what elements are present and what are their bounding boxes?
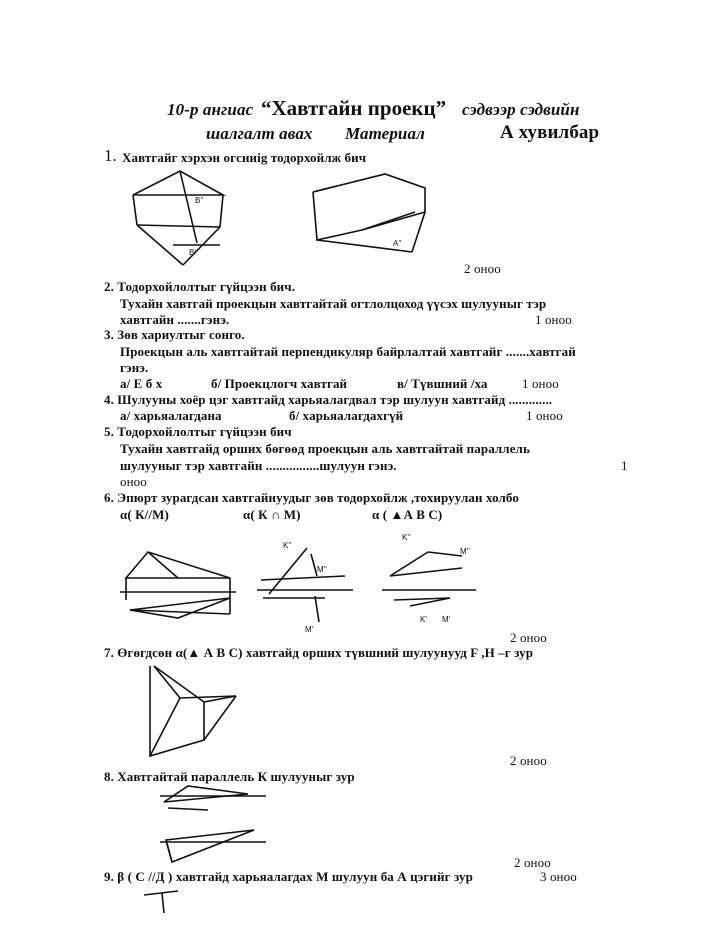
q6-option-c: α ( ▲А В С)	[372, 507, 443, 522]
q1-number: 1.	[104, 146, 117, 165]
q6-epure-1	[118, 540, 238, 635]
q6-label-k2: K''	[283, 541, 292, 550]
q6-option-b: α( К ∩ М)	[243, 507, 301, 522]
q3-line2: Проекцын аль хавтгайтай перпендикуляр байрлалтай хавтгайг .......хавтгай	[120, 344, 576, 359]
q6-label-m1b: M'	[442, 615, 451, 624]
q3-option-c: в/ Түвшний /ха	[397, 376, 488, 391]
q6-line1: 6. Эпюрт зурагдсан хавтгайнуудыг зөв тодорхойлж ,тохируулан холбо	[104, 490, 519, 505]
header-grade: 10-р ангиас	[167, 100, 254, 119]
q5-line2: Тухайн хавтгайд орших бөгөөд проекцын аль хавтгайтай параллель	[120, 441, 530, 456]
q1-prism-top	[133, 171, 223, 195]
header-title: “Хавтгайн проекц”	[261, 96, 447, 120]
q1-label-b2: B''	[195, 196, 204, 205]
q4-option-a: а/ харьяалагдана	[120, 408, 222, 423]
q1-label-b1: B'	[189, 248, 196, 257]
header-topic: сэдвээр сэдвийн	[462, 100, 580, 119]
q1-points: 2 оноо	[464, 261, 501, 276]
q2-line3: хавтгайн .......гэнэ.	[120, 312, 230, 327]
q2-line1: 2. Тодорхойлолтыг гүйцээн бич.	[104, 279, 296, 294]
q3-points: 1 оноо	[522, 376, 559, 391]
q8-line1: 8. Хавтгайтай параллель К шулууныг зур	[104, 769, 355, 784]
q6-epure-3	[380, 533, 480, 626]
q6-label-m2: M''	[317, 565, 327, 574]
q1-text: Хавтгайг хэрхэн огсниig тодорхойлж бич	[122, 150, 367, 165]
q1-figure-prism	[125, 165, 255, 270]
q3-line1: 3. Зөв хариултыг сонго.	[104, 327, 245, 342]
q6-option-a: α( К//М)	[120, 507, 169, 522]
q6-label-k1b: K'	[420, 615, 427, 624]
q1-label-a2: A''	[393, 239, 402, 248]
q9-figure-stub	[142, 885, 182, 915]
q5-points-num: 1	[621, 458, 628, 473]
q7-line1: 7. Өгөгдсөн α(▲ А В С) хавтгайд орших түвшний шулуунууд F ,H –г зур	[104, 645, 534, 660]
q3-option-b: б/ Проекцлогч хавтгай	[211, 376, 348, 391]
q5-points-word: оноо	[120, 474, 147, 489]
q6-label-k2b: K''	[402, 533, 411, 542]
q6-label-m1: M'	[305, 625, 314, 634]
q7-figure	[140, 660, 240, 760]
header-exam: шалгалт авах	[206, 124, 313, 143]
q5-line3: шулууныг тэр хавтгайн ................шулуун гэнэ.	[120, 458, 397, 473]
q4-points: 1 оноо	[526, 408, 563, 423]
header-variant: А хувилбар	[500, 122, 600, 143]
q3-line3: гэнэ.	[120, 360, 149, 375]
q4-option-b: б/ харьяалагдахгүй	[289, 408, 404, 423]
q6-label-m2b: M''	[460, 547, 470, 556]
q6-points: 2 оноо	[510, 630, 547, 645]
q9-points: 3 оноо	[540, 869, 577, 884]
q5-line1: 5. Тодорхойлолтыг гүйцээн бич	[104, 424, 292, 439]
q1-figure-channel	[307, 168, 432, 258]
q3-option-a: а/ Е б х	[120, 376, 163, 391]
q8-figure	[158, 782, 268, 882]
q4-line1: 4. Шулууны хоёр цэг хавтгайд харьяалагдвал тэр шулуун хавтгайд .............	[104, 392, 553, 407]
q8-points: 2 оноо	[514, 855, 551, 870]
q6-epure-2	[255, 536, 355, 634]
header-material: Материал	[345, 124, 425, 143]
q2-line2: Тухайн хавтгай проекцын хавтгайтай огтлолцоход үүсэх шулууныг тэр	[120, 296, 547, 311]
q2-points: 1 оноо	[535, 312, 572, 327]
q9-line1: 9. β ( С //Д ) хавтгайд харьяалагдах М шулуун ба А цэгийг зур	[104, 869, 473, 884]
q7-points: 2 оноо	[510, 753, 547, 768]
